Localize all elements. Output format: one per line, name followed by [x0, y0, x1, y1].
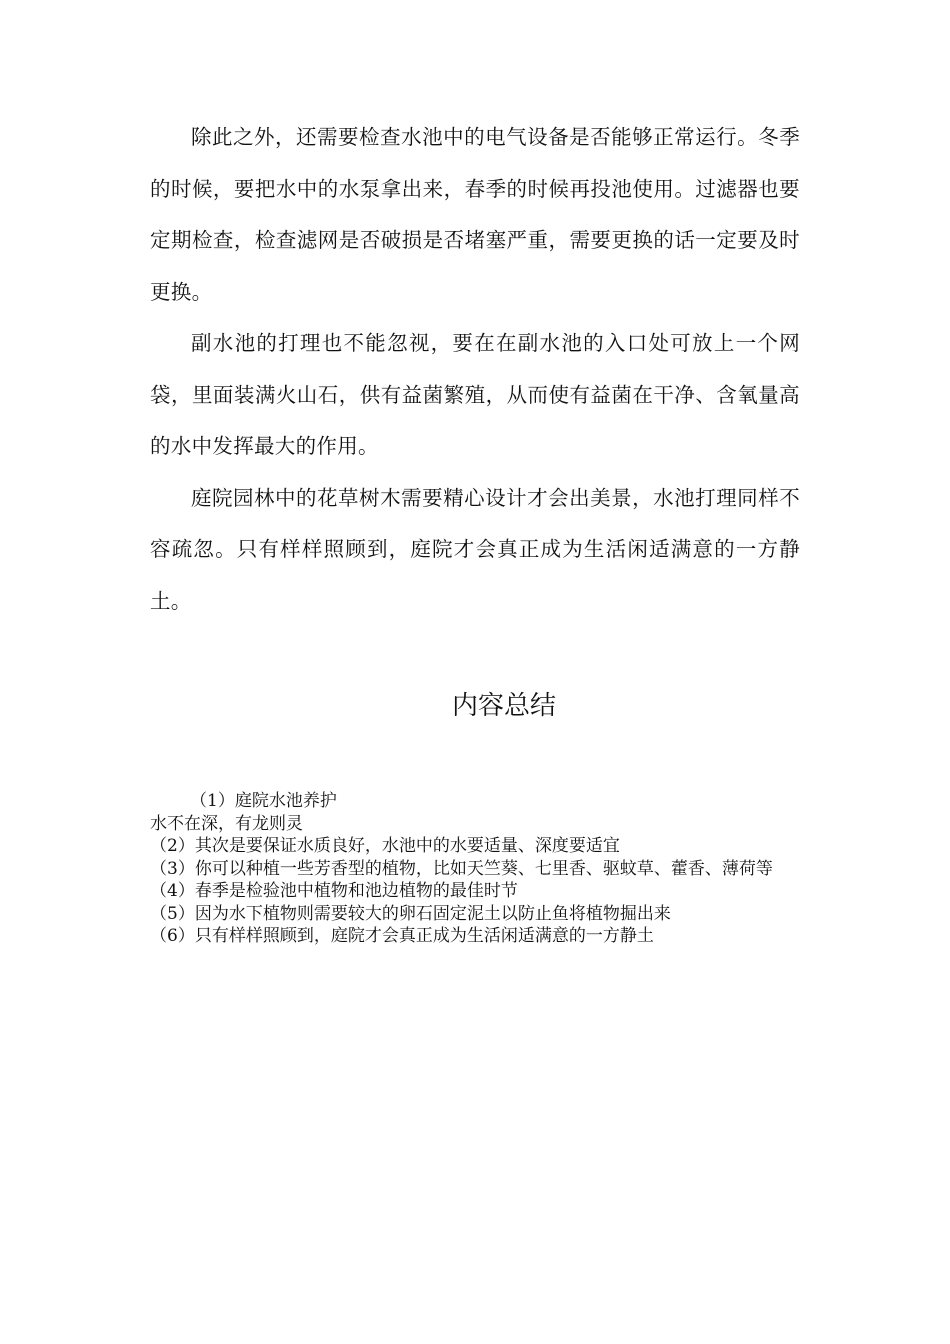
summary-item: （1）庭院水池养护	[190, 791, 337, 811]
summary-item: （2）其次是要保证水质良好，水池中的水要适量、深度要适宜	[150, 836, 620, 856]
summary-item: 水不在深，有龙则灵	[150, 813, 303, 834]
body-text	[150, 112, 800, 627]
summary-item: （4）春季是检验池中植物和池边植物的最佳时节	[150, 881, 518, 901]
summary-item: （5）因为水下植物则需要较大的卵石固定泥土以防止鱼将植物掘出来	[150, 903, 671, 924]
paragraph-electrical-equipment: 除此之外，还需要检查水池中的电气设备是否能够正常运行。冬季的时候，要把水中的水泵拿出来，春季的时候再投池使用。过滤器也要定期检查，检查滤网是否破损是否堵塞严重，需要更换的话一定要及时更换。	[150, 125, 800, 304]
paragraph-secondary-pool: 副水池的打理也不能忽视，要在在副水池的入口处可放上一个网袋，里面装满火山石，供有益菌繁殖，从而使有益菌在干净、含氧量高的水中发挥最大的作用。	[150, 331, 800, 458]
summary-title: 内容总结	[451, 691, 556, 721]
summary-item: （3）你可以种植一些芳香型的植物，比如天竺葵、七里香、驱蚊草、藿香、薄荷等	[150, 858, 773, 879]
summary-item: （6）只有样样照顾到，庭院才会真正成为生活闲适满意的一方静土	[150, 926, 654, 946]
summary-list	[150, 790, 800, 948]
paragraph-garden-conclusion: 庭院园林中的花草树木需要精心设计才会出美景，水池打理同样不容疏忽。只有样样照顾到，庭院才会真正成为生活闲适满意的一方静土。	[150, 485, 800, 613]
